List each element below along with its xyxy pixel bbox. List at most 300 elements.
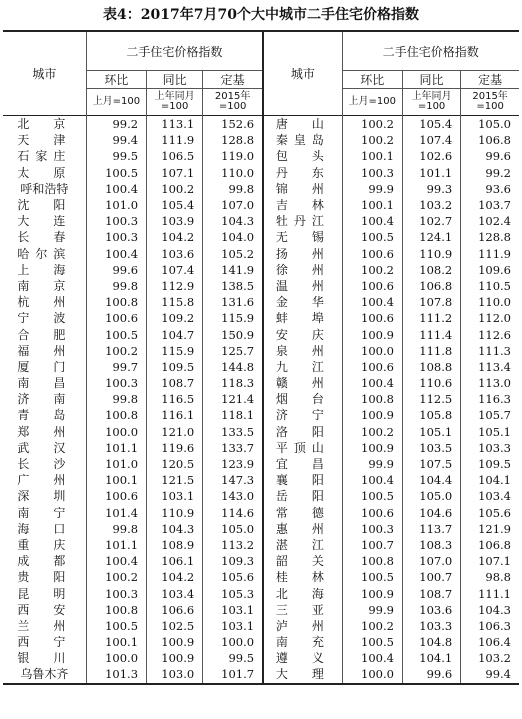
mom-right-cell: 100.6 [342,310,402,326]
base-right-cell: 104.1 [478,473,511,488]
yoy-left-cell: 106.5 [147,148,203,164]
price-index-table [3,30,519,685]
yoy-left-cell: 113.1 [147,116,203,133]
city-right-cell: 大 理 [263,666,342,683]
base-left-cell: 113.2 [203,537,263,553]
yoy-left-cell: 109.2 [147,310,203,326]
yoy-left-cell: 103.4 [147,585,203,601]
yoy-right-cell: 112.5 [402,391,460,407]
base-right-cell: 111.3 [478,343,511,358]
base-left-cell: 123.9 [203,456,263,472]
yoy-right-cell: 103.2 [402,197,460,213]
base-left-cell: 115.9 [203,310,263,326]
table-row [3,537,519,553]
base-left-cell: 128.8 [203,132,263,148]
mom-left-cell: 101.0 [86,197,146,213]
base-right-cell: 112.6 [478,327,511,342]
mom-left-cell: 100.8 [86,407,146,423]
yoy-left-cell: 115.9 [147,343,203,359]
mom-left-cell: 99.2 [86,116,146,133]
base-left-cell: 143.0 [203,488,263,504]
table-row [3,440,519,456]
base-left-cell: 104.3 [203,213,263,229]
yoy-left-cell: 102.5 [147,618,203,634]
city-right-cell: 洛 阳 [263,424,342,440]
base-right-cell: 111.9 [478,246,511,261]
yoy-right-cell: 107.0 [402,553,460,569]
table-row [3,343,519,359]
base-left-cell: 141.9 [203,262,263,278]
city-right-cell: 济 宁 [263,407,342,423]
mom-left-cell: 99.8 [86,521,146,537]
city-left-cell: 哈尔滨 [3,246,86,262]
yoy-right-cell: 108.3 [402,537,460,553]
base-right-cell: 121.9 [478,521,511,536]
yoy-right-cell: 110.9 [402,246,460,262]
mom-left-cell: 99.5 [86,148,146,164]
mom-right-cell: 100.6 [342,359,402,375]
base-left-cell: 104.0 [203,229,263,245]
mom-right-cell: 100.9 [342,440,402,456]
city-right-cell: 岳 阳 [263,488,342,504]
city-left-cell: 成 都 [3,553,86,569]
city-left-cell: 厦 门 [3,359,86,375]
mom-note-right: 上月=100 [342,89,402,116]
city-right-cell: 赣 州 [263,375,342,391]
mom-right-cell: 100.3 [342,165,402,181]
table-row [3,585,519,601]
table-row [3,197,519,213]
base-right-cell: 105.1 [478,424,511,439]
table-row [3,359,519,375]
base-right-cell: 113.4 [478,359,511,374]
mom-right-cell: 100.6 [342,278,402,294]
yoy-left-cell: 109.5 [147,359,203,375]
yoy-right-cell: 107.4 [402,132,460,148]
city-right-cell: 唐 山 [263,116,342,133]
mom-right-cell: 100.2 [342,132,402,148]
mom-left-cell: 99.8 [86,391,146,407]
yoy-right-cell: 103.6 [402,602,460,618]
table-row [3,213,519,229]
yoy-right-cell: 104.8 [402,634,460,650]
yoy-right-cell: 103.5 [402,440,460,456]
table-row [3,229,519,245]
city-left-cell: 海 口 [3,521,86,537]
mom-right-cell: 100.4 [342,472,402,488]
mom-left-cell: 100.2 [86,343,146,359]
mom-left-cell: 100.6 [86,310,146,326]
yoy-left-cell: 111.9 [147,132,203,148]
city-left-cell: 重 庆 [3,537,86,553]
yoy-right-cell: 101.1 [402,165,460,181]
city-left-cell: 郑 州 [3,424,86,440]
city-right-cell: 安 庆 [263,326,342,342]
base-right-cell: 103.4 [478,489,511,504]
yoy-left-cell: 116.1 [147,407,203,423]
yoy-left-cell: 108.9 [147,537,203,553]
yoy-right-cell: 104.1 [402,650,460,666]
city-left-cell: 济 南 [3,391,86,407]
mom-right-cell: 100.7 [342,537,402,553]
city-left-cell: 上 海 [3,262,86,278]
mom-right-cell: 100.2 [342,262,402,278]
yoy-left-cell: 103.6 [147,246,203,262]
yoy-left-cell: 106.1 [147,553,203,569]
table-row [3,505,519,521]
city-right-cell: 包 头 [263,148,342,164]
table-body [3,116,519,684]
base-right-cell: 104.3 [478,602,511,617]
mom-right-cell: 100.5 [342,488,402,504]
yoy-right-cell: 124.1 [402,229,460,245]
mom-right-cell: 100.3 [342,521,402,537]
city-right-cell: 三 亚 [263,602,342,618]
base-right-cell: 105.6 [478,505,511,520]
mom-left-cell: 100.4 [86,246,146,262]
mom-right-cell: 99.9 [342,456,402,472]
city-right-cell: 遵 义 [263,650,342,666]
yoy-left-cell: 105.4 [147,197,203,213]
base-left-cell: 105.6 [203,569,263,585]
yoy-right-cell: 107.8 [402,294,460,310]
mom-left-cell: 100.3 [86,229,146,245]
yoy-right-cell: 105.8 [402,407,460,423]
base-left-cell: 105.0 [203,521,263,537]
city-right-cell: 襄 阳 [263,472,342,488]
yoy-left-cell: 116.5 [147,391,203,407]
base-right-cell: 103.7 [478,198,511,213]
city-right-cell: 九 江 [263,359,342,375]
yoy-right-cell: 111.2 [402,310,460,326]
yoy-right-cell: 111.8 [402,343,460,359]
yoy-right-cell: 104.6 [402,505,460,521]
yoy-right-cell: 107.5 [402,456,460,472]
city-left-cell: 宁 波 [3,310,86,326]
mom-right-cell: 100.8 [342,391,402,407]
city-left-cell: 石家庄 [3,148,86,164]
yoy-right-cell: 102.6 [402,148,460,164]
city-left-cell: 武 汉 [3,440,86,456]
base-left-cell: 105.2 [203,246,263,262]
city-left-cell: 北 京 [3,116,86,133]
base-right-cell: 103.3 [478,440,511,455]
city-right-cell: 韶 关 [263,553,342,569]
city-right-cell: 扬 州 [263,246,342,262]
table-title: 表4：2017年7月70个大中城市二手住宅价格指数 [103,7,419,23]
base-right-cell: 99.4 [485,667,511,682]
base-left-cell: 100.0 [203,634,263,650]
city-right-cell: 惠 州 [263,521,342,537]
base-right-cell: 112.0 [478,311,511,326]
base-header-left: 定基 [203,71,263,89]
table-row [3,521,519,537]
base-left-cell: 118.1 [203,407,263,423]
yoy-right-cell: 99.3 [402,181,460,197]
base-right-cell: 106.3 [478,618,511,633]
table-row [3,472,519,488]
base-right-cell: 109.6 [478,262,511,277]
base-left-cell: 119.0 [203,148,263,164]
city-left-cell: 乌鲁木齐 [3,666,86,683]
mom-right-cell: 100.5 [342,569,402,585]
mom-left-cell: 101.4 [86,505,146,521]
city-right-cell: 泸 州 [263,618,342,634]
city-right-cell: 牡丹江 [263,213,342,229]
base-right-cell: 105.0 [478,117,511,132]
base-left-cell: 152.6 [203,116,263,133]
mom-right-cell: 100.0 [342,343,402,359]
base-header-right: 定基 [461,71,519,89]
mom-right-cell: 100.5 [342,229,402,245]
mom-right-cell: 100.9 [342,585,402,601]
yoy-left-cell: 103.1 [147,488,203,504]
table-row [3,618,519,634]
table-row [3,666,519,683]
city-left-cell: 青 岛 [3,407,86,423]
mom-left-cell: 99.8 [86,278,146,294]
base-right-cell: 93.6 [485,181,511,196]
table-row [3,456,519,472]
yoy-left-cell: 104.2 [147,229,203,245]
city-left-cell: 福 州 [3,343,86,359]
base-left-cell: 114.6 [203,505,263,521]
base-left-cell: 103.1 [203,618,263,634]
base-right-cell: 99.6 [485,149,511,164]
yoy-right-cell: 99.6 [402,666,460,683]
yoy-note-left: 上年同月=100 [147,89,203,116]
mom-right-cell: 100.4 [342,294,402,310]
table-row [3,375,519,391]
mom-right-cell: 100.1 [342,148,402,164]
base-left-cell: 131.6 [203,294,263,310]
mom-right-cell: 100.2 [342,424,402,440]
base-right-cell: 106.8 [478,537,511,552]
city-right-cell: 常 德 [263,505,342,521]
base-right-cell: 107.1 [478,554,511,569]
mom-left-cell: 99.7 [86,359,146,375]
base-note-left: 2015年=100 [203,89,263,116]
table-row [3,181,519,197]
table-row [3,262,519,278]
city-left-cell: 广 州 [3,472,86,488]
base-left-cell: 125.7 [203,343,263,359]
mom-right-cell: 99.9 [342,602,402,618]
city-right-cell: 丹 东 [263,165,342,181]
city-left-cell: 合 肥 [3,326,86,342]
base-left-cell: 150.9 [203,326,263,342]
table-row [3,246,519,262]
city-right-cell: 泉 州 [263,343,342,359]
city-left-cell: 深 圳 [3,488,86,504]
yoy-right-cell: 105.4 [402,116,460,133]
mom-right-cell: 100.1 [342,197,402,213]
base-left-cell: 107.0 [203,197,263,213]
table-row [3,310,519,326]
city-right-cell: 秦皇岛 [263,132,342,148]
base-right-cell: 106.8 [478,133,511,148]
mom-left-cell: 101.1 [86,440,146,456]
table-row [3,165,519,181]
city-header-left: 城市 [3,31,86,116]
base-right-cell: 103.2 [478,651,511,666]
city-right-cell: 徐 州 [263,262,342,278]
mom-right-cell: 100.6 [342,246,402,262]
city-left-cell: 兰 州 [3,618,86,634]
yoy-left-cell: 107.4 [147,262,203,278]
mom-left-cell: 100.5 [86,326,146,342]
city-left-cell: 长 沙 [3,456,86,472]
mom-left-cell: 100.4 [86,181,146,197]
mom-left-cell: 99.4 [86,132,146,148]
yoy-left-cell: 100.2 [147,181,203,197]
base-left-cell: 147.3 [203,472,263,488]
mom-left-cell: 100.1 [86,472,146,488]
yoy-left-cell: 120.5 [147,456,203,472]
city-left-cell: 天 津 [3,132,86,148]
mom-left-cell: 100.3 [86,585,146,601]
city-left-cell: 西 安 [3,602,86,618]
city-right-cell: 烟 台 [263,391,342,407]
mom-left-cell: 100.3 [86,213,146,229]
mom-left-cell: 99.6 [86,262,146,278]
yoy-left-cell: 107.1 [147,165,203,181]
mom-left-cell: 100.8 [86,294,146,310]
table-row [3,424,519,440]
yoy-left-cell: 104.3 [147,521,203,537]
mom-right-cell: 100.2 [342,116,402,133]
city-left-cell: 呼和浩特 [3,181,86,197]
table-row [3,116,519,133]
base-right-cell: 128.8 [478,230,511,245]
table-row [3,294,519,310]
table-row [3,553,519,569]
yoy-left-cell: 121.0 [147,424,203,440]
base-left-cell: 118.3 [203,375,263,391]
base-right-cell: 109.5 [478,457,511,472]
base-right-cell: 116.3 [478,392,511,407]
yoy-right-cell: 111.4 [402,326,460,342]
table-row [3,488,519,504]
base-left-cell: 103.1 [203,602,263,618]
mom-left-cell: 100.1 [86,634,146,650]
table-row [3,326,519,342]
table-row [3,278,519,294]
yoy-right-cell: 113.7 [402,521,460,537]
mom-left-cell: 100.0 [86,650,146,666]
table-row [3,407,519,423]
yoy-left-cell: 110.9 [147,505,203,521]
mom-left-cell: 100.3 [86,375,146,391]
yoy-right-cell: 103.3 [402,618,460,634]
base-left-cell: 121.4 [203,391,263,407]
mom-right-cell: 100.9 [342,326,402,342]
yoy-right-cell: 108.2 [402,262,460,278]
mom-header-right: 环比 [342,71,402,89]
mom-right-cell: 100.4 [342,375,402,391]
base-left-cell: 101.7 [203,666,263,683]
city-left-cell: 大 连 [3,213,86,229]
mom-right-cell: 100.2 [342,618,402,634]
yoy-left-cell: 104.7 [147,326,203,342]
base-right-cell: 102.4 [478,214,511,229]
city-left-cell: 南 京 [3,278,86,294]
base-left-cell: 105.3 [203,585,263,601]
city-right-cell: 北 海 [263,585,342,601]
table-row [3,650,519,666]
yoy-left-cell: 103.0 [147,666,203,683]
yoy-left-cell: 100.9 [147,634,203,650]
base-right-cell: 106.4 [478,635,511,650]
city-left-cell: 贵 阳 [3,569,86,585]
yoy-right-cell: 108.7 [402,585,460,601]
city-left-cell: 西 宁 [3,634,86,650]
city-right-cell: 南 充 [263,634,342,650]
yoy-left-cell: 112.9 [147,278,203,294]
base-left-cell: 133.5 [203,424,263,440]
mom-left-cell: 100.5 [86,165,146,181]
base-right-cell: 113.0 [478,376,511,391]
yoy-left-cell: 103.9 [147,213,203,229]
mom-left-cell: 100.2 [86,569,146,585]
city-left-cell: 长 春 [3,229,86,245]
mom-left-cell: 101.3 [86,666,146,683]
base-left-cell: 144.8 [203,359,263,375]
city-right-cell: 湛 江 [263,537,342,553]
yoy-right-cell: 105.1 [402,424,460,440]
city-left-cell: 南 宁 [3,505,86,521]
index-header-left: 二手住宅价格指数 [86,31,263,71]
yoy-header-left: 同比 [147,71,203,89]
city-right-cell: 吉 林 [263,197,342,213]
mom-left-cell: 100.5 [86,618,146,634]
mom-header-left: 环比 [86,71,146,89]
yoy-left-cell: 121.5 [147,472,203,488]
yoy-left-cell: 119.6 [147,440,203,456]
yoy-header-right: 同比 [402,71,460,89]
base-left-cell: 99.5 [203,650,263,666]
base-left-cell: 138.5 [203,278,263,294]
mom-right-cell: 100.8 [342,553,402,569]
base-note-right: 2015年=100 [461,89,519,116]
yoy-left-cell: 104.2 [147,569,203,585]
mom-left-cell: 100.0 [86,424,146,440]
mom-right-cell: 100.0 [342,666,402,683]
mom-right-cell: 99.9 [342,181,402,197]
city-right-cell: 无 锡 [263,229,342,245]
base-right-cell: 98.8 [485,570,511,585]
yoy-left-cell: 108.7 [147,375,203,391]
base-left-cell: 109.3 [203,553,263,569]
mom-right-cell: 100.4 [342,650,402,666]
mom-right-cell: 100.6 [342,505,402,521]
yoy-right-cell: 104.4 [402,472,460,488]
city-left-cell: 南 昌 [3,375,86,391]
mom-left-cell: 100.8 [86,602,146,618]
city-right-cell: 蚌 埠 [263,310,342,326]
yoy-right-cell: 110.6 [402,375,460,391]
yoy-right-cell: 100.7 [402,569,460,585]
base-left-cell: 110.0 [203,165,263,181]
table-row [3,634,519,650]
table-row [3,391,519,407]
mom-right-cell: 100.9 [342,407,402,423]
table-header [3,31,519,116]
city-left-cell: 银 川 [3,650,86,666]
base-left-cell: 99.8 [203,181,263,197]
yoy-left-cell: 115.8 [147,294,203,310]
table-row [3,569,519,585]
